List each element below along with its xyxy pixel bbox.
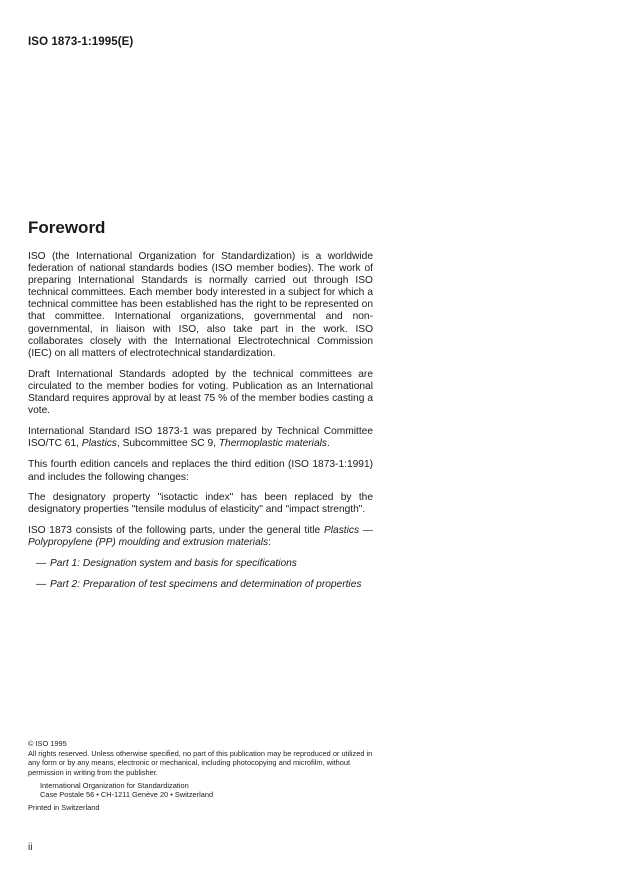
copyright-line: © ISO 1995 — [28, 739, 67, 748]
copyright-block — [28, 739, 376, 816]
general-title: Plastics — Polypropylene (PP) moulding and extrusion materials — [28, 524, 373, 548]
list-dash: — — [36, 579, 47, 591]
prepared-by-middle: , Subcommittee SC 9, — [116, 438, 219, 450]
parts-intro-end: : — [268, 536, 271, 548]
subcommittee-title: Thermoplastic materials — [218, 438, 327, 450]
paragraph-voting: Draft International Standards adopted by the technical committees are circulated to the member bodies for voting. Publication as an International Standard requires approval by at least 75 % of the member bodies casting a vote. — [28, 368, 373, 417]
page-title: Foreword — [28, 218, 106, 237]
list-item — [28, 558, 373, 570]
document-id: ISO 1873-1:1995(E) — [28, 36, 134, 48]
paragraph-iso-intro: ISO (the International Organization for Standardization) is a worldwide federation of national standards bodies (ISO member bodies). The work of preparing International Standards is normally carried out through ISO technical committees. Each member body interested in a subject for which a technical committee has been established has the right to be represented on that committee. International organizations, governmental and non-governmental, in liaison with ISO, also take part in the work. ISO collaborates closely with the International Electrotechnical Commission (IEC) on all matters of electrotechnical standardization. — [28, 251, 373, 359]
prepared-by-end: . — [326, 438, 330, 450]
prepared-by-text: International Standard ISO 1873-1 was prepared by Technical Committee ISO/TC 61, — [28, 426, 373, 450]
committee-title: Plastics — [81, 438, 117, 450]
part-1-label: Part 1: Designation system and basis for specifications — [50, 557, 297, 569]
publisher-postal: Case Postale 56 • CH-1211 Genève 20 • Switzerland — [40, 790, 214, 800]
parts-intro-text: ISO 1873 consists of the following parts, under the general title — [28, 524, 324, 536]
publisher-address — [28, 781, 376, 799]
printed-in: Printed in Switzerland — [28, 803, 100, 813]
list-item — [28, 579, 373, 591]
paragraph-changes: The designatory property "isotactic index" has been replaced by the designatory properties "tensile modulus of elasticity" and "impact strength". — [28, 491, 373, 515]
paragraph-edition: This fourth edition cancels and replaces the third edition (ISO 1873-1:1991) and includes the following changes: — [28, 459, 373, 483]
rights-notice: All rights reserved. Unless otherwise specified, no part of this publication may be reproduced or utilized in any form or by any means, electronic or mechanical, including photocopying and microfilm, without permission in writing from the publisher. — [28, 749, 373, 777]
foreword-body — [28, 251, 373, 600]
publisher-org: International Organization for Standardization — [40, 780, 189, 790]
part-2-label: Part 2: Preparation of test specimens and determination of properties — [50, 579, 362, 591]
list-dash: — — [36, 557, 47, 569]
paragraph-parts-intro — [28, 525, 373, 549]
paragraph-prepared-by — [28, 426, 373, 450]
page-number: ii — [28, 842, 33, 853]
